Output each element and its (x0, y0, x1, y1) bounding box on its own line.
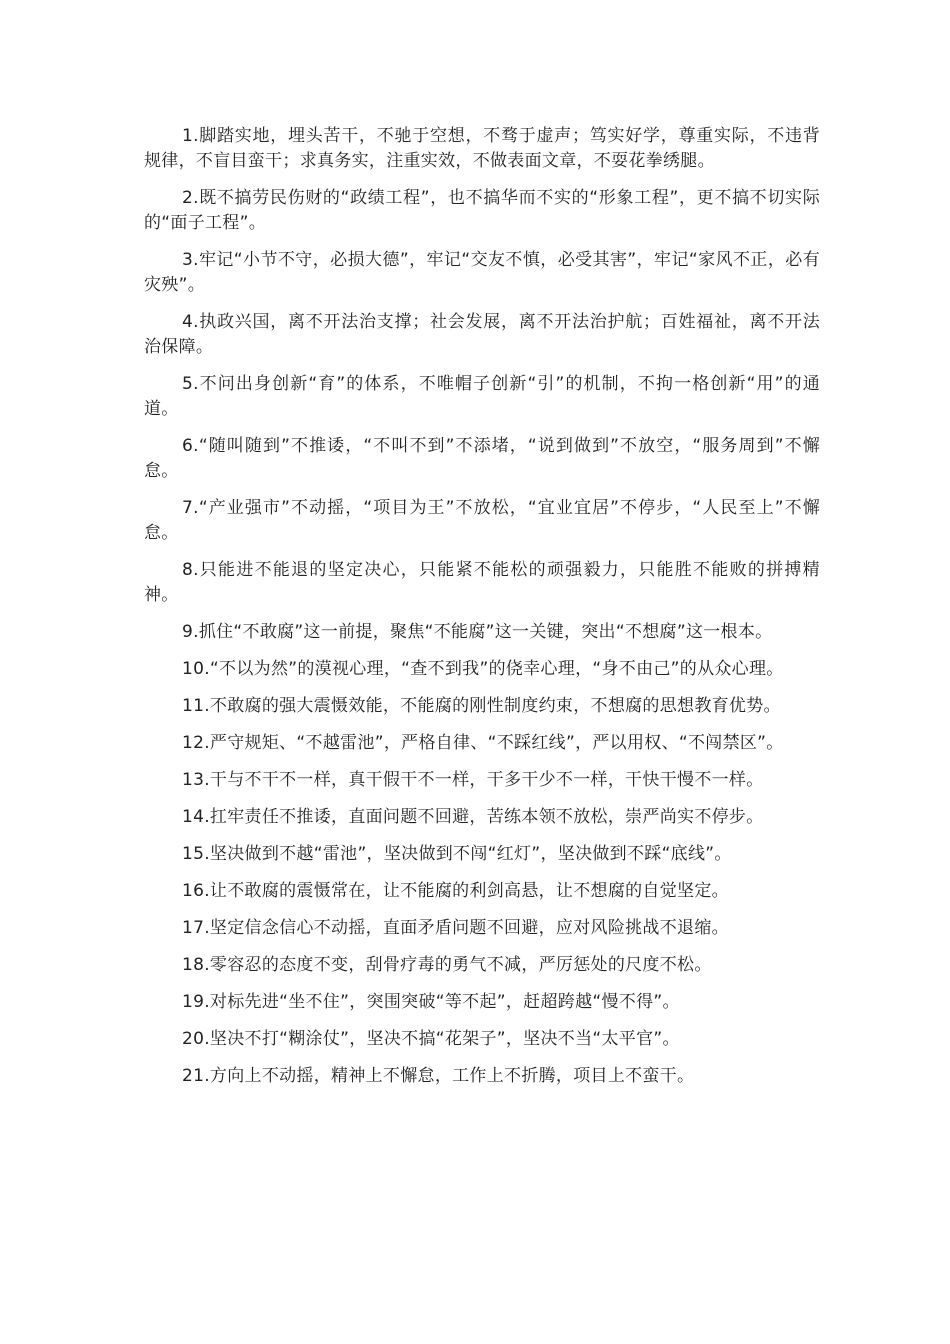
paragraph-13: 13.干与不干不一样，真干假干不一样，干多干少不一样，干快干慢不一样。 (182, 770, 764, 790)
paragraph-21: 21.方向上不动摇，精神上不懈怠，工作上不折腾，项目上不蛮干。 (182, 1066, 695, 1086)
paragraph-12: 12.严守规矩、“不越雷池”，严格自律、“不踩红线”，严以用权、“不闯禁区”。 (182, 733, 784, 753)
paragraph-8: 8.只能进不能退的坚定决心，只能紧不能松的顽强毅力，只能胜不能败的拼搏精神。 (144, 560, 820, 605)
paragraph-16: 16.让不敢腐的震慑常在，让不能腐的利剑高悬，让不想腐的自觉坚定。 (182, 881, 729, 901)
paragraph-3: 3.牢记“小节不守，必损大德”，牢记“交友不慎，必受其害”，牢记“家风不正，必有灾殃”。 (144, 250, 820, 295)
paragraph-10: 10.“不以为然”的漠视心理，“查不到我”的侥幸心理，“身不由己”的从众心理。 (182, 659, 784, 679)
paragraph-7: 7.“产业强市”不动摇，“项目为王”不放松，“宜业宜居”不停步，“人民至上”不懈怠。 (144, 498, 820, 543)
paragraph-17: 17.坚定信念信心不动摇，直面矛盾问题不回避，应对风险挑战不退缩。 (182, 918, 729, 938)
paragraph-1: 1.脚踏实地，埋头苦干，不驰于空想，不骛于虚声；笃实好学，尊重实际，不违背规律，不盲目蛮干；求真务实，注重实效，不做表面文章，不耍花拳绣腿。 (144, 126, 820, 171)
paragraph-15: 15.坚决做到不越“雷池”，坚决做到不闯“红灯”，坚决做到不踩“底线”。 (182, 844, 732, 864)
paragraph-9: 9.抓住“不敢腐”这一前提，聚焦“不能腐”这一关键，突出“不想腐”这一根本。 (182, 622, 773, 642)
paragraph-2: 2.既不搞劳民伤财的“政绩工程”，也不搞华而不实的“形象工程”，更不搞不切实际的“面子工程”。 (144, 188, 820, 233)
paragraph-11: 11.不敢腐的强大震慑效能，不能腐的刚性制度约束，不想腐的思想教育优势。 (182, 696, 781, 716)
paragraph-6: 6.“随叫随到”不推诿，“不叫不到”不添堵，“说到做到”不放空，“服务周到”不懈怠。 (144, 436, 820, 481)
paragraph-4: 4.执政兴国，离不开法治支撑；社会发展，离不开法治护航；百姓福祉，离不开法治保障。 (144, 312, 820, 357)
document-body (144, 124, 820, 1101)
paragraph-18: 18.零容忍的态度不变，刮骨疗毒的勇气不减，严厉惩处的尺度不松。 (182, 955, 712, 975)
paragraph-19: 19.对标先进“坐不住”，突围突破“等不起”，赶超跨越“慢不得”。 (182, 992, 680, 1012)
paragraph-20: 20.坚决不打“糊涂仗”，坚决不搞“花架子”，坚决不当“太平官”。 (182, 1029, 680, 1049)
paragraph-14: 14.扛牢责任不推诿，直面问题不回避，苦练本领不放松，崇严尚实不停步。 (182, 807, 764, 827)
paragraph-5: 5.不问出身创新“育”的体系，不唯帽子创新“引”的机制，不拘一格创新“用”的通道。 (144, 374, 820, 419)
